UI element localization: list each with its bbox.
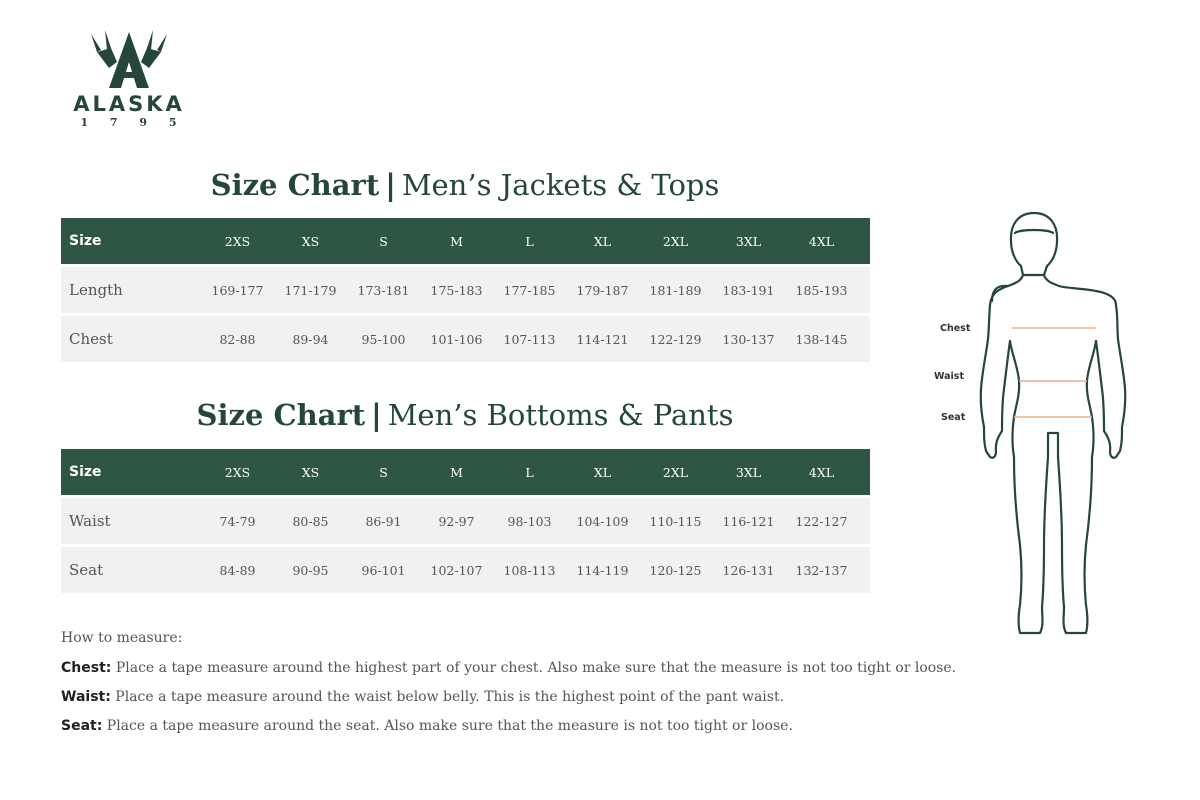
header-cell: Size xyxy=(69,464,102,480)
tops-title xyxy=(0,168,930,202)
header-cell: L xyxy=(525,233,534,249)
table-cell: 132-137 xyxy=(795,562,848,578)
header-cell: 4XL xyxy=(808,233,835,249)
table-row xyxy=(61,316,870,362)
table-cell: 102-107 xyxy=(430,562,483,578)
body-figure xyxy=(920,205,1140,645)
table-cell: 138-145 xyxy=(795,331,848,347)
header-cell: Size xyxy=(69,233,102,249)
seat-label: Seat xyxy=(941,412,966,423)
table-cell: 108-113 xyxy=(503,562,556,578)
brand-name: ALASKA xyxy=(73,92,185,116)
table-cell: 171-179 xyxy=(284,282,337,298)
table-row xyxy=(61,547,870,593)
header-cell: S xyxy=(379,233,388,249)
measure-text: Place a tape measure around the waist below belly. This is the highest point of the pant waist. xyxy=(110,689,785,705)
header-cell: 3XL xyxy=(735,233,762,249)
table-cell: 104-109 xyxy=(576,513,629,529)
row-label: Waist xyxy=(69,512,111,530)
header-cell: S xyxy=(379,464,388,480)
header-cell: XS xyxy=(301,464,320,480)
table-cell: 82-88 xyxy=(219,331,256,347)
tops-title-bold: Size Chart xyxy=(210,168,380,202)
measure-term: Chest: xyxy=(61,660,112,676)
table-cell: 179-187 xyxy=(576,282,629,298)
table-cell: 74-79 xyxy=(219,513,256,529)
table-cell: 110-115 xyxy=(649,513,702,529)
header-cell: 3XL xyxy=(735,464,762,480)
table-header-row xyxy=(61,449,870,495)
header-cell: XL xyxy=(593,464,612,480)
header-cell: 2XS xyxy=(224,464,251,480)
table-cell: 98-103 xyxy=(507,513,552,529)
bottoms-title-separator: | xyxy=(371,398,382,432)
body-outline-icon xyxy=(920,205,1140,645)
table-cell: 183-191 xyxy=(722,282,775,298)
table-cell: 173-181 xyxy=(357,282,410,298)
measure-term: Waist: xyxy=(61,689,111,705)
row-label: Length xyxy=(69,281,123,299)
table-cell: 177-185 xyxy=(503,282,556,298)
table-cell: 80-85 xyxy=(292,513,329,529)
table-cell: 92-97 xyxy=(438,513,475,529)
measure-term: Seat: xyxy=(61,718,103,734)
measure-item-chest xyxy=(61,658,957,678)
chest-label: Chest xyxy=(940,323,971,334)
brand-logo xyxy=(70,28,188,138)
measure-heading: How to measure: xyxy=(61,630,183,646)
header-cell: L xyxy=(525,464,534,480)
table-cell: 90-95 xyxy=(292,562,329,578)
header-cell: 2XS xyxy=(224,233,251,249)
table-cell: 126-131 xyxy=(722,562,775,578)
how-to-measure xyxy=(61,628,957,745)
table-cell: 122-129 xyxy=(649,331,702,347)
table-cell: 130-137 xyxy=(722,331,775,347)
header-cell: M xyxy=(450,233,463,249)
table-cell: 122-127 xyxy=(795,513,848,529)
table-cell: 86-91 xyxy=(365,513,402,529)
tops-title-subtitle: Men’s Jackets & Tops xyxy=(401,168,720,202)
table-cell: 181-189 xyxy=(649,282,702,298)
header-cell: 2XL xyxy=(662,233,689,249)
table-cell: 95-100 xyxy=(361,331,406,347)
header-cell: XS xyxy=(301,233,320,249)
table-cell: 107-113 xyxy=(503,331,556,347)
measure-item-seat xyxy=(61,716,921,736)
table-header-row xyxy=(61,218,870,264)
measure-text: Place a tape measure around the seat. Also make sure that the measure is not too tight or loose. xyxy=(102,718,793,734)
header-cell: XL xyxy=(593,233,612,249)
table-cell: 169-177 xyxy=(211,282,264,298)
table-row xyxy=(61,267,870,313)
bottoms-size-table xyxy=(61,449,870,593)
table-cell: 101-106 xyxy=(430,331,483,347)
measure-item-waist xyxy=(61,687,921,707)
waist-label: Waist xyxy=(934,371,965,382)
antler-logo-icon xyxy=(87,28,171,90)
measure-text: Place a tape measure around the highest part of your chest. Also make sure that the measure is not too tight or loose. xyxy=(111,660,957,676)
table-cell: 116-121 xyxy=(722,513,775,529)
header-cell: 2XL xyxy=(662,464,689,480)
bottoms-title-bold: Size Chart xyxy=(196,398,366,432)
table-cell: 84-89 xyxy=(219,562,256,578)
header-cell: M xyxy=(450,464,463,480)
table-row xyxy=(61,498,870,544)
row-label: Seat xyxy=(69,561,104,579)
table-cell: 96-101 xyxy=(361,562,406,578)
brand-year: 1 7 9 5 xyxy=(80,116,186,129)
header-cell: 4XL xyxy=(808,464,835,480)
table-cell: 89-94 xyxy=(292,331,329,347)
bottoms-title-subtitle: Men’s Bottoms & Pants xyxy=(387,398,734,432)
table-cell: 114-121 xyxy=(576,331,629,347)
table-cell: 114-119 xyxy=(576,562,629,578)
bottoms-title xyxy=(0,398,930,432)
tops-size-table xyxy=(61,218,870,362)
table-cell: 120-125 xyxy=(649,562,702,578)
row-label: Chest xyxy=(69,330,113,348)
table-cell: 175-183 xyxy=(430,282,483,298)
tops-title-separator: | xyxy=(385,168,396,202)
table-cell: 185-193 xyxy=(795,282,848,298)
